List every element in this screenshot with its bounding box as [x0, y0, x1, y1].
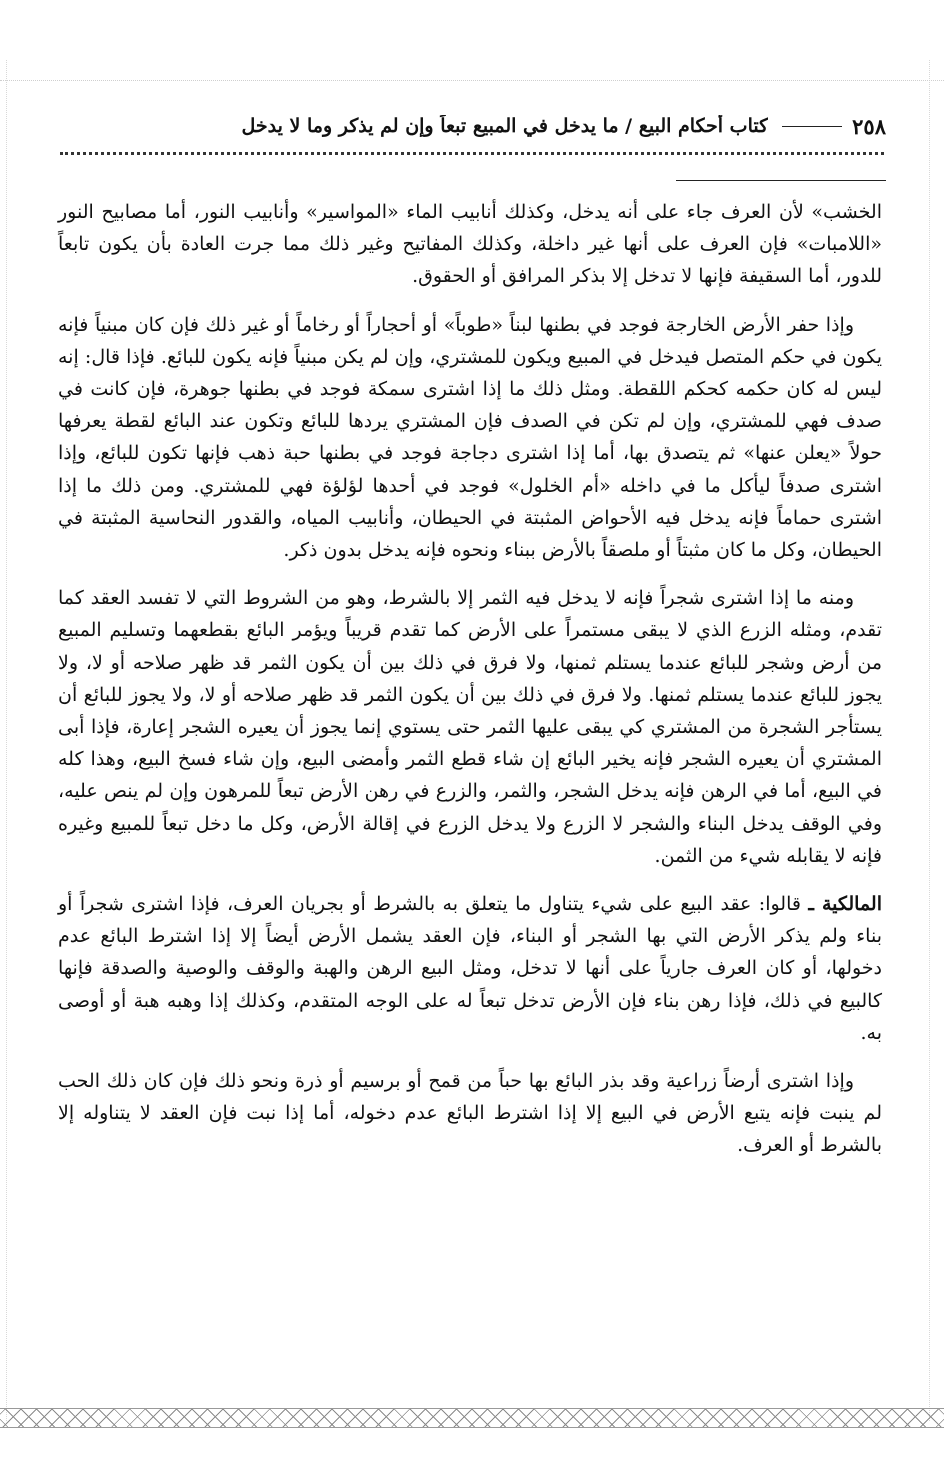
paragraph: وإذا حفر الأرض الخارجة فوجد في بطنها لبناً «طوباً» أو أحجاراً أو رخاماً أو غير ذلك فإن كان مبنياً فإنه يكون في حكم المتصل فيدخل في المبيع ويكون للمشتري، وإن لم يكن مبنياً فإنه يكون للبائع. فإذا قال: إنه ليس له كان حكمه كحكم اللقطة. ومثل ذلك ما إذا اشترى سمكة فوجد في بطنها جوهرة، فإن كانت في صدف فهي للمشتري، وإن لم تكن في الصدف فإن المشتري يردها للبائع وتكون عند البائع لقطة يعرفها حولاً «يعلن عنها» ثم يتصدق بها، أما إذا اشترى دجاجة فوجد في بطنها حبة ذهب فإنها تكون للبائع، وإذا اشترى صدفاً ليأكل ما في داخله «أم الخلول» فوجد في أحدها لؤلؤة فهي للمشتري. ومن ذلك ما إذا اشترى حماماً فإنه يدخل فيه الأحواض المثبتة في الحيطان، وأنابيب المياه، والقدور النحاسية المثبتة في الحيطان، وكل ما كان مثبتاً أو ملصقاً بالأرض ببناء ونحوه فإنه يدخل بدون ذكر. [58, 313, 882, 562]
paragraph-text: قالوا: عقد البيع على شيء يتناول ما يتعلق به بالشرط أو بجريان العرف، فإذا اشترى شجراً أو بناء ولم يذكر الأرض التي بها الشجر أو البناء، فإن العقد يشمل الأرض أيضاً إلا إذا اشترط البائع عدم دخولها، أو كان العرف جارياً على أنها لا تدخل، ومثل البيع الرهن والهبة والوقف والوصية والصدقة فإنها كالبيع في ذلك، فإذا رهن بناء فإن الأرض تدخل تبعاً له على الوجه المتقدم، وكذلك إذا وهبه هبة أو أوصى به. [58, 893, 882, 1044]
paragraph: الخشب» لأن العرف جاء على أنه يدخل، وكذلك أنابيب الماء «المواسير» وأنابيب النور، أما مصابيح النور «اللامبات» فإن العرف على أنها غير داخلة، وكذلك المفاتيح وغير ذلك مما جرت العادة بأن يكون تابعاً للدور، أما السقيفة فإنها لا تدخل إلا بذكر المرافق أو الحقوق. [58, 201, 882, 288]
page-number: ٢٥٨ [852, 113, 886, 139]
right-margin-decoration [929, 60, 938, 1421]
paragraph-maliki [58, 888, 882, 1049]
header-rule [782, 126, 842, 127]
header-title: كتاب أحكام البيع / ما يدخل في المبيع تبعاً وإن لم يذكر وما لا يدخل [241, 115, 769, 137]
left-margin-decoration [6, 60, 15, 1421]
paragraph: ومنه ما إذا اشترى شجراً فإنه لا يدخل فيه الثمر إلا بالشرط، وهو من الشروط التي لا تفسد العقد كما تقدم، ومثله الزرع الذي لا يبقى مستمراً على الأرض كما تقدم قريباً ويؤمر البائع بقطعهما وتسليم المبيع من أرض وشجر للبائع عندما يستلم ثمنها، ولا فرق في ذلك بين أن يكون الثمر قد ظهر صلاحه أو لا، ولا يجوز للبائع عندما يستلم ثمنها. ولا فرق في ذلك بين أن يكون الثمر قد ظهر صلاحه أو لا، ولا يجوز للبائع أن يستأجر الشجرة من المشتري كي يبقى عليها الثمر حتى يستوي إنما يجوز أن يعيره الشجر إعارة، فإذا أبى المشتري أن يعيره الشجر فإنه يخير البائع إن شاء قطع الثمر وأمضى البيع، وإن شاء فسخ البيع، وهذا كله في البيع، أما في الرهن فإنه يدخل الشجر، والثمر، والزرع في رهن الأرض تبعاً للمرهون وإن لم ينص عليه، وفي الوقف يدخل البناء والشجر لا الزرع ولا يدخل الزرع في إقالة الأرض، وكل ما دخل تبعاً للمبيع وغيره فإنه لا يقابله شيء من الثمن. [58, 587, 882, 867]
paragraph: وإذا اشترى أرضاً زراعية وقد بذر البائع بها حباً من قمح أو برسيم أو ذرة ونحو ذلك فإن كان ذلك الحب لم ينبت فإنه يتبع الأرض في البيع إلا إذا اشترط البائع عدم دخوله، أما إذا نبت فإن العقد لا يتناوله إلا بالشرط أو العرف. [58, 1070, 882, 1157]
school-heading: المالكية ـ [808, 893, 882, 916]
footnote-separator [676, 180, 886, 181]
header-dotted-rule [60, 152, 884, 159]
bottom-ornament-border [0, 1408, 944, 1428]
top-dotted-border [0, 80, 944, 83]
page-body [58, 196, 882, 1178]
running-header [58, 108, 886, 144]
